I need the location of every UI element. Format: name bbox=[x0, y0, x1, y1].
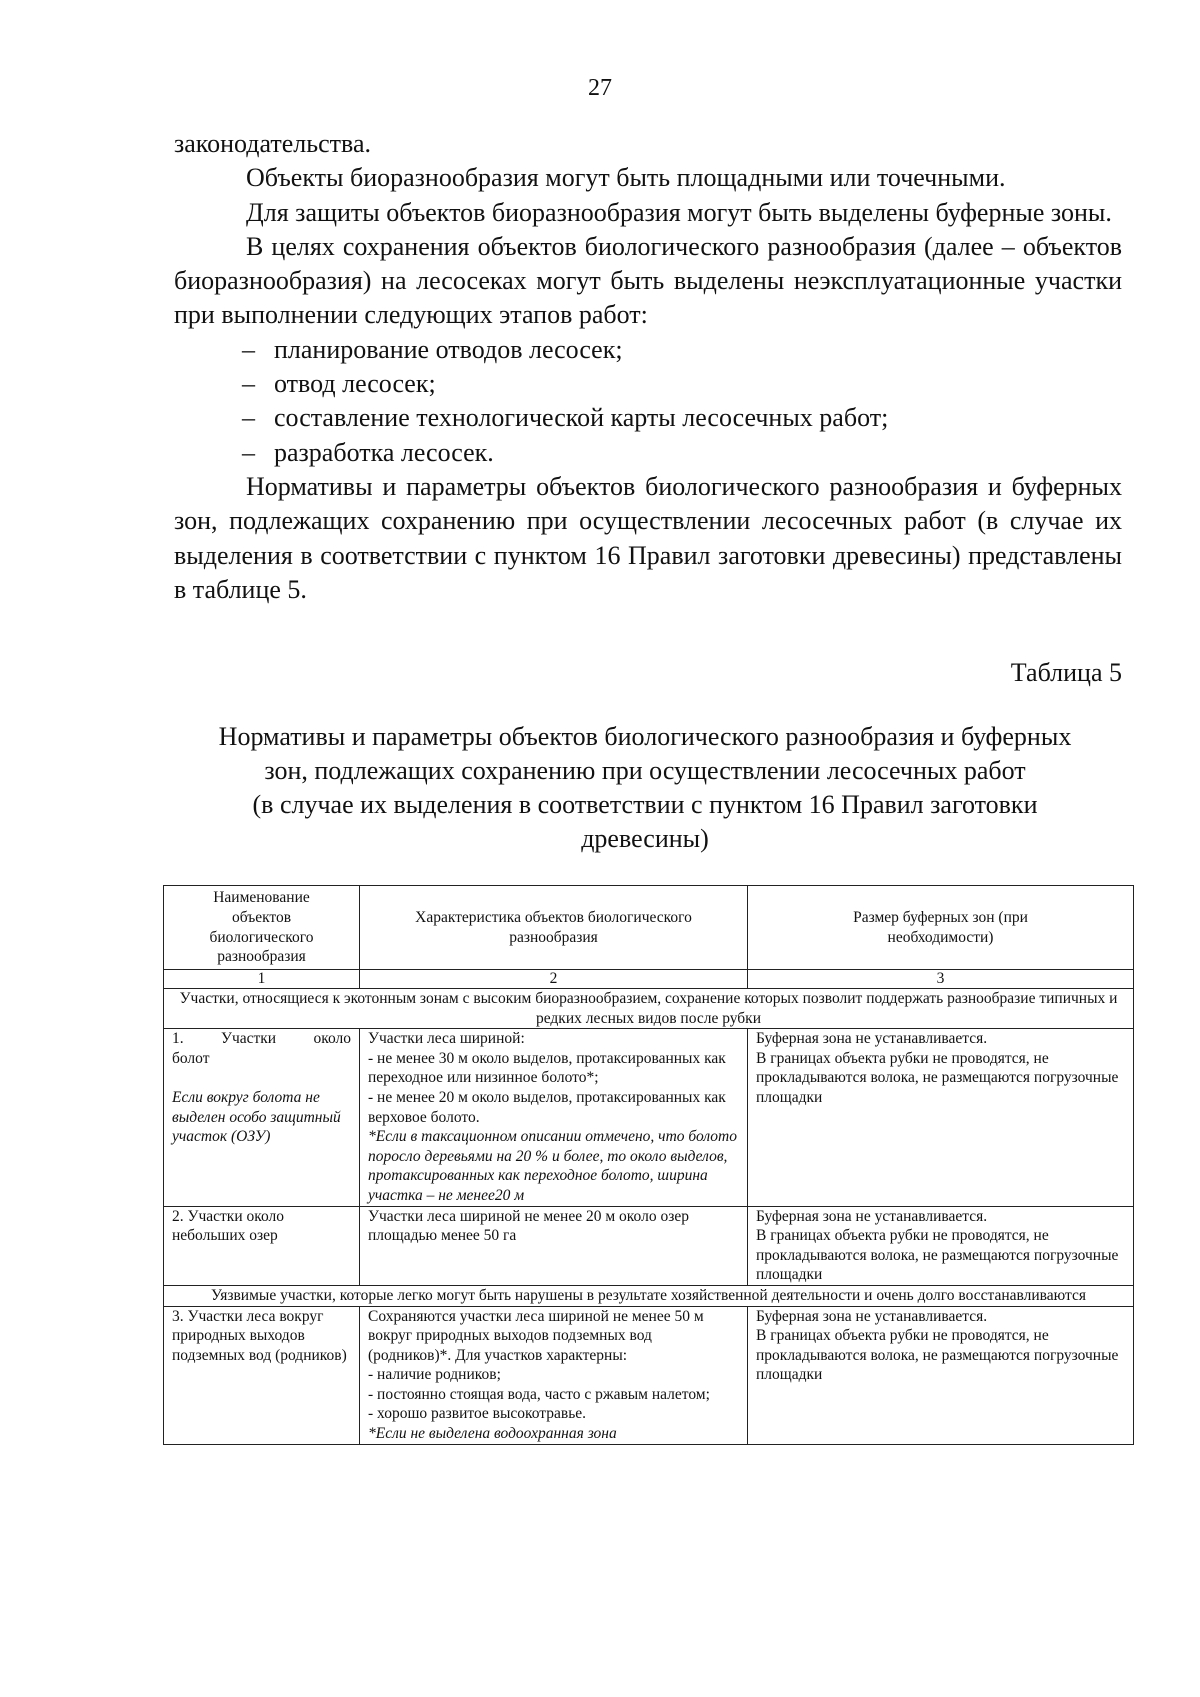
column-number: 3 bbox=[748, 970, 1134, 989]
list-item bbox=[174, 436, 1122, 470]
bullet-text: планирование отводов лесосек; bbox=[274, 334, 623, 364]
cell-buffer bbox=[748, 1029, 1134, 1206]
buffer-text: Буферная зона не устанавливается. bbox=[756, 1207, 988, 1225]
cell-buffer bbox=[748, 1306, 1134, 1444]
paragraph-1: законодательства. bbox=[174, 129, 371, 158]
cell-characteristics bbox=[360, 1029, 748, 1206]
char-item: - не менее 30 м около выделов, протаксированных как переходное или низинное болото*; bbox=[368, 1049, 726, 1087]
header-name: Наименование объектов биологического разнообразия bbox=[164, 886, 360, 970]
bullet-dash: – bbox=[242, 334, 255, 364]
char-intro: Участки леса шириной: bbox=[368, 1030, 525, 1048]
table-row bbox=[164, 1306, 1134, 1444]
table-title-line: (в случае их выделения в соответствии с пунктом 16 Правил заготовки bbox=[252, 790, 1038, 819]
section-row bbox=[164, 989, 1134, 1029]
char-item: - хорошо развитое высокотравье. bbox=[368, 1405, 587, 1423]
paragraph-4: В целях сохранения объектов биологического разнообразия (далее – объектов биоразнообразия) на лесосеках могут быть выделены неэксплуатационные участки при выполнении следующих этапов работ: bbox=[174, 231, 1122, 330]
cell-name bbox=[164, 1029, 360, 1206]
column-number: 2 bbox=[360, 970, 748, 989]
list-item bbox=[174, 401, 1122, 435]
paragraph-2: Объекты биоразнообразия могут быть площадными или точечными. bbox=[246, 163, 1006, 193]
section-row bbox=[164, 1285, 1134, 1306]
table-row bbox=[164, 1029, 1134, 1206]
char-item: - наличие родников; bbox=[368, 1366, 501, 1384]
column-number: 1 bbox=[164, 970, 360, 989]
page-number: 27 bbox=[588, 75, 612, 101]
name-text: болот bbox=[172, 1049, 210, 1067]
bullet-text: разработка лесосек. bbox=[274, 437, 494, 467]
table-title-line: зон, подлежащих сохранению при осуществлении лесосечных работ bbox=[264, 756, 1026, 785]
list-item bbox=[174, 367, 1122, 401]
biodiversity-table bbox=[163, 885, 1134, 1445]
table-label: Таблица 5 bbox=[1010, 658, 1122, 687]
name-note: Если вокруг болота не выделен особо защитный участок (ОЗУ) bbox=[172, 1088, 341, 1146]
cell-characteristics bbox=[360, 1306, 748, 1444]
header-characteristics: Характеристика объектов биологического разнообразия bbox=[360, 886, 748, 970]
paragraph-5: Нормативы и параметры объектов биологического разнообразия и буферных зон, подлежащих сохранению при осуществлении лесосечных работ (в случае их выделения в соответствии с пунктом 16 Правил заготовки древесины) представлены в таблице 5. bbox=[174, 471, 1122, 604]
cell-characteristics: Участки леса шириной не менее 20 м около озер площадью менее 50 га bbox=[360, 1206, 748, 1285]
bullet-text: составление технологической карты лесосечных работ; bbox=[274, 403, 889, 433]
bullet-text: отвод лесосек; bbox=[274, 369, 436, 399]
table-header-row bbox=[164, 886, 1134, 970]
list-item bbox=[174, 333, 1122, 367]
name-word: около bbox=[313, 1030, 351, 1048]
row-number: 1. bbox=[172, 1030, 184, 1048]
bullet-dash: – bbox=[242, 403, 255, 433]
char-note: *Если в таксационном описании отмечено, что болото поросло деревьями на 20 % и более, то около выделов, протаксированных как переходное болото, ширина участка – не менее20 м bbox=[368, 1128, 737, 1204]
buffer-text: Буферная зона не устанавливается. bbox=[756, 1307, 988, 1325]
paragraph-3: Для защиты объектов биоразнообразия могут быть выделены буферные зоны. bbox=[246, 197, 1112, 227]
name-first-line bbox=[172, 1029, 351, 1049]
char-item: - не менее 20 м около выделов, протаксированных как верховое болото. bbox=[368, 1088, 726, 1126]
table-title-line: древесины) bbox=[581, 824, 709, 853]
cell-buffer bbox=[748, 1206, 1134, 1285]
section-heading-ecotone: Участки, относящиеся к экотонным зонам с высоким биоразнообразием, сохранение которых позволит поддержать разнообразие типичных и редких лесных видов после рубки bbox=[164, 989, 1134, 1029]
char-note: *Если не выделена водоохранная зона bbox=[368, 1425, 617, 1443]
bullet-dash: – bbox=[242, 437, 255, 467]
name-word: Участки bbox=[220, 1030, 277, 1048]
table-row bbox=[164, 1206, 1134, 1285]
char-item: - постоянно стоящая вода, часто с ржавым налетом; bbox=[368, 1385, 710, 1403]
cell-name: 3. Участки леса вокруг природных выходов подземных вод (родников) bbox=[164, 1306, 360, 1444]
section-heading-vulnerable: Уязвимые участки, которые легко могут быть нарушены в результате хозяйственной деятельности и очень долго восстанавливаются bbox=[164, 1285, 1134, 1306]
table-title bbox=[160, 720, 1130, 856]
buffer-text: Буферная зона не устанавливается. bbox=[756, 1030, 988, 1048]
column-number-row bbox=[164, 970, 1134, 989]
buffer-detail: В границах объекта рубки не проводятся, не прокладываются волока, не размещаются погрузочные площадки bbox=[756, 1049, 1119, 1106]
bullet-dash: – bbox=[242, 369, 255, 399]
cell-name: 2. Участки около небольших озер bbox=[164, 1206, 360, 1285]
buffer-detail: В границах объекта рубки не проводятся, не прокладываются волока, не размещаются погрузочные площадки bbox=[756, 1327, 1119, 1384]
body-text bbox=[174, 127, 1122, 607]
header-buffer-size: Размер буферных зон (при необходимости) bbox=[748, 886, 1134, 970]
buffer-detail: В границах объекта рубки не проводятся, не прокладываются волока, не размещаются погрузочные площадки bbox=[756, 1227, 1119, 1284]
char-intro: Сохраняются участки леса шириной не менее 50 м вокруг природных выходов подземных вод (родников)*. Для участков характерны: bbox=[368, 1307, 704, 1364]
table-title-line: Нормативы и параметры объектов биологического разнообразия и буферных bbox=[218, 722, 1072, 751]
